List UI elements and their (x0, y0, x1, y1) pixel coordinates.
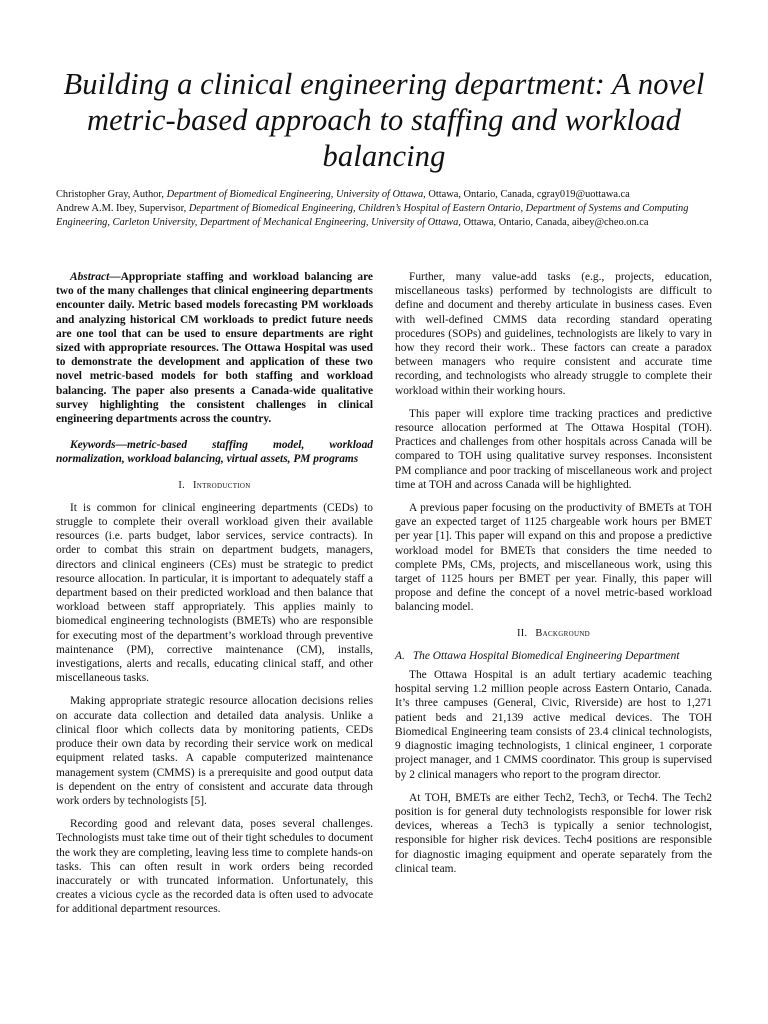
abstract-label: Abstract (70, 271, 110, 283)
author-name-role: Christopher Gray, Author, (56, 189, 167, 200)
keywords: Keywords—metric-based staffing model, workload normalization, workload balancing, virtual assets, PM programs (56, 439, 373, 466)
section-number: I. (178, 479, 186, 491)
paragraph: The Ottawa Hospital is an adult tertiary academic teaching hospital serving 1.2 million people across Eastern Ontario, Canada. It’s three campuses (General, Civic, Riverside) are host to 1,271 patient beds and 21,139 active medical devices. The TOH Biomedical Engineering team consists of 23.4 clinical technologists, 9 diagnostic imaging technologists, 1 clinical engineer, 1 corporate project manager, and 1 CMMS coordinator. This group is supervised by 2 clinical managers who report to the program director. (395, 669, 712, 781)
section-title: Introduction (193, 479, 251, 491)
paragraph: This paper will explore time tracking practices and predictive resource allocation performed at The Ottawa Hospital (TOH). Practices and challenges from other hospitals across Canada will be compared to TOH using qualitative survey responses. Inconsistent PM compliance and poor tracking of miscellaneous work and project time at TOH and across Canada will be highlighted. (395, 407, 712, 491)
section-heading-introduction (56, 479, 373, 493)
paragraph: A previous paper focusing on the productivity of BMETs at TOH gave an expected target of 1125 chargeable work hours per BMET per year [1]. This paper will expand on this and propose a predictive workload model for BMETs that considers the time needed to complete PMs, CMs, projects, and miscellaneous work, using this target of 1125 hours per BMET per year. Finally, this paper will propose and define the concept of a novel metric-based workload balancing model. (395, 502, 712, 614)
right-column (395, 270, 712, 926)
section-heading-background (395, 627, 712, 641)
paragraph: At TOH, BMETs are either Tech2, Tech3, or Tech4. The Tech2 position is for general duty technologists responsible for lower risk devices, whereas a Tech3 is typically a senior technologist, responsible for higher risk devices. Tech4 positions are responsible for diagnostic imaging equipment and operate separately from the clinical team. (395, 791, 712, 875)
author-block (56, 188, 712, 229)
paragraph: Making appropriate strategic resource allocation decisions relies on accurate data collection and detailed data analysis. Unlike a clinical floor which collects data by monitoring patients, CEDs produce their own data by recording their service work on medical equipment related tasks. A capable computerized maintenance management system (CMMS) is a prerequisite and good output data is dependent on the entry of consistent and accurate data through work orders by technologists [5]. (56, 695, 373, 807)
abstract-text: —Appropriate staffing and workload balancing are two of the many challenges that clinical engineering departments encounter daily. Metric based models forecasting PM workloads and analyzing historical CM workloads to predict future needs are one tool that can be used to ensure departments are right sized with appropriate resources. The Ottawa Hospital was used to demonstrate the development and application of these two novel metric-based models for both staffing and workload balancing. The paper also presents a Canada-wide qualitative survey highlighting the consistent challenges in clinical engineering departments across the country. (56, 271, 373, 426)
author-2 (56, 202, 712, 229)
author-location: Ottawa, Ontario, Canada, cgray019@uottawa.ca (425, 189, 630, 200)
paper-title: Building a clinical engineering department: A novel metric-based approach to staffing and workload balancing (63, 67, 705, 173)
paragraph: Further, many value-add tasks (e.g., projects, education, miscellaneous tasks) performed by technologists are difficult to define and document and thereby articulate in business cases. Even with well-defined CMMS data recording standard operating procedures (SOPs) and guidelines, technologists are likely to vary in how they record their work.. These factors can create a paradox between managers who require consistent and accurate time recording, and technologists who already struggle to complete their workload within their working hours. (395, 271, 712, 397)
section-number: II. (516, 627, 528, 639)
subsection-heading (395, 649, 712, 663)
section-title: Background (535, 627, 591, 639)
subsection-title: The Ottawa Hospital Biomedical Engineering Department (412, 649, 680, 662)
author-1 (56, 188, 712, 201)
paragraph: It is common for clinical engineering departments (CEDs) to struggle to complete their overall workload given their available resources (i.e. parts budget, labor services, service contracts). In order to combat this strain on department budgets, managers, directors and clinical engineers (CEs) must be strategic to predict resource allocation. In particular, it is important to adequately staff a department based on their predicted workload and then balance that workload between staff appropriately. This applies mainly to biomedical engineering technologists (BMETs) who are responsible for executing most of the department’s workload through preventive maintenance (PM), corrective maintenance (CM), installs, investigations, alerts and recalls, educating clinical staff, and other miscellaneous tasks. (56, 501, 373, 685)
abstract (56, 270, 373, 426)
author-location: Ottawa, Ontario, Canada, aibey@cheo.on.ca (460, 216, 649, 228)
body-columns (56, 270, 712, 926)
author-affiliation: Department of Biomedical Engineering, University of Ottawa, (166, 189, 426, 200)
subsection-letter: A. (395, 649, 405, 662)
author-name-role: Andrew A.M. Ibey, Supervisor, (56, 203, 189, 215)
paragraph: Recording good and relevant data, poses several challenges. Technologists must take time out of their tight schedules to document the work they are completing, leaving less time to complete hands-on tasks. This can often result in work orders being recorded inaccurately or with truncated information. Unfortunately, this creates a vicious cycle as the recorded data is often used to advocate for additional department resources. (56, 818, 373, 916)
left-column (56, 270, 373, 926)
author-affiliation: Department of Biomedical Engineering, Children’s Hospital of Eastern Ontario, Department of Systems and Computing Engineering, Carleton University, Department of Mechanical Engineering, University of Ottawa, (56, 203, 689, 228)
